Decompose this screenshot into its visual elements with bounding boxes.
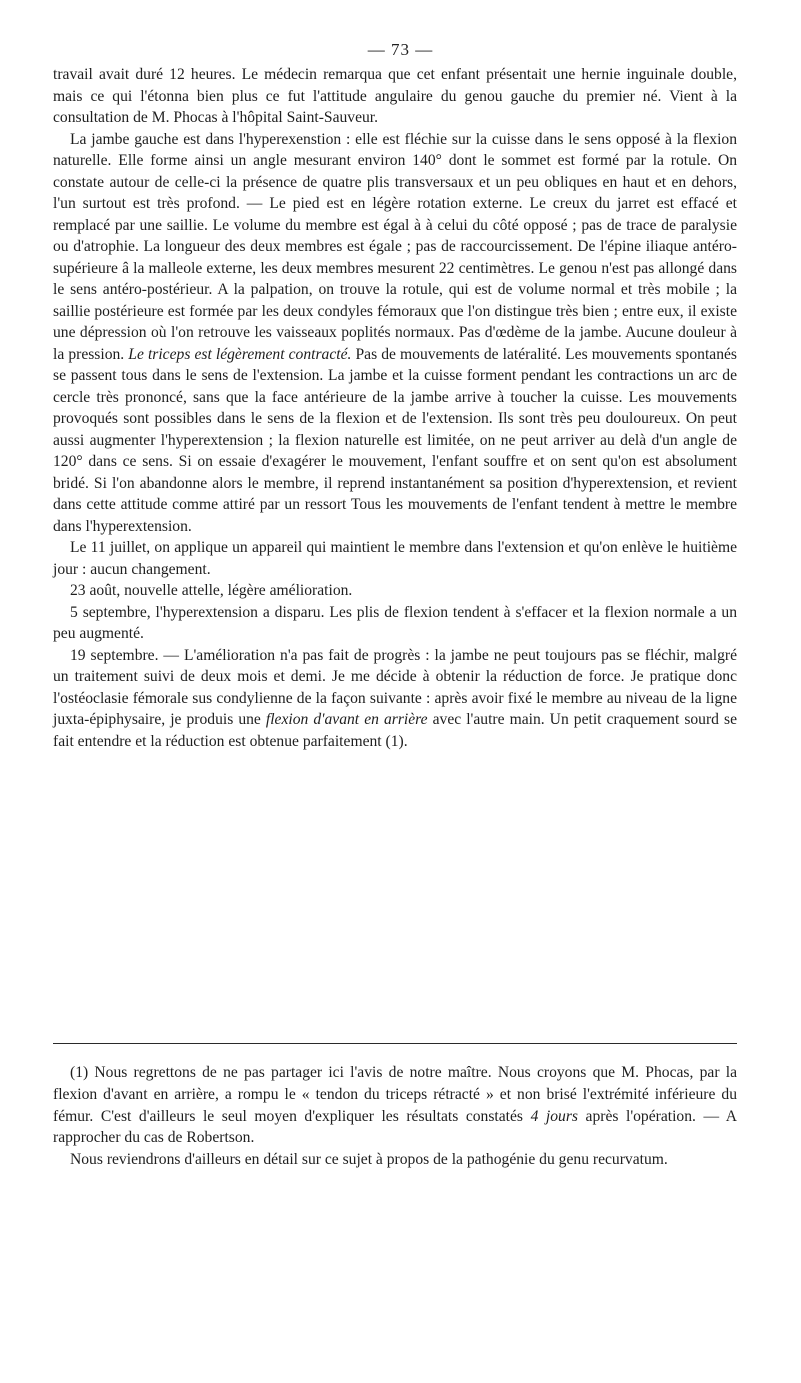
paragraph-1: travail avait duré 12 heures. Le médecin remarqua que cet enfant présentait une hernie inguinale double, mais ce qui l'étonna bien plus ce fut l'attitude angulaire du genou gauche du premier né. Vient à la consultation de M. Phocas à l'hôpital Saint-Sauveur. [53,66,737,126]
paragraph-6-text-a: 19 septembre. — L'amélioration n'a pas fait de progrès : la jambe ne peut toujours pas se fléchir, malgré un traitement suivi de deux mois et demi. Je me décide à obtenir la réduction de force. Je pratique donc l'ostéoclasie fémorale sus condylienne de la façon suivante : après avoir fixé le membre au niveau de la ligne juxta-épiphysaire, je produis une [53,646,737,728]
paragraph-2-text-a: La jambe gauche est dans l'hyperexenstion : elle est fléchie sur la cuisse dans le sens opposé à la flexion naturelle. Elle forme ainsi un angle mesurant environ 140° dont le sommet est formé par la rotule. On constate autour de celle-ci la présence de quatre plis transversaux et un peu obliques en haut et en dehors, l'un surtout est très profond. — Le pied est en légère rotation externe. Le creux du jarret est effacé et remplacé par une saillie. Le volume du membre est égal à à celui du côté opposé ; pas de trace de paralysie ou d'atrophie. La longueur des deux membres est égale ; pas de raccourcissement. De l'épine iliaque antéro-supérieure â la malleole externe, les deux membres mesurent 22 centimètres. Le genou n'est pas allongé dans le sens antéro-postérieur. A la palpation, on trouve la rotule, qui est de volume normal et très mobile ; la saillie postérieure est formée par les deux condyles fémoraux que l'on distingue très bien ; entre eux, il existe une dépression où l'on retrouve les vaisseaux poplités normaux. Pas d'œdème de la jambe. Aucune douleur à la pression. [53,130,737,363]
footnote-2: Nous reviendrons d'ailleurs en détail sur ce sujet à propos de la pathogénie du genu recurvatum. [70,1151,668,1169]
main-text [53,64,737,752]
footnote-1-text-b: après l'opération. — A rapprocher du cas de Robertson. [53,1107,738,1147]
footnote-divider [53,1043,737,1044]
footnote-1-text-a: (1) Nous regrettons de ne pas partager ici l'avis de notre maître. Nous croyons que M. Phocas, par la flexion d'avant en arrière, a rompu le « tendon du triceps rétracté » et non brisé l'extrémité inférieure du fémur. C'est d'ailleurs le seul moyen d'expliquer les résultats constatés [53,1064,737,1125]
paragraph-6-text-b: avec l'autre main. Un petit craquement sourd se fait entendre et la réduction est obtenue parfaitement (1). [53,711,738,750]
page-number: — 73 — [367,40,434,59]
paragraph-5: 5 septembre, l'hyperextension a disparu. Les plis de flexion tendent à s'effacer et la flexion normale a un peu augmenté. [53,603,737,642]
paragraph-4: 23 août, nouvelle attelle, légère amélioration. [70,582,353,599]
paragraph-3: Le 11 juillet, on applique un appareil qui maintient le membre dans l'extension et qu'on enlève le huitième jour : aucun changement. [53,539,737,578]
paragraph-2 [53,129,737,538]
paragraph-6-italic: flexion d'avant en arrière [265,711,428,728]
paragraph-2-italic: Le triceps est légèrement contracté. [128,345,352,363]
paragraph-2-text-b: Pas de mouvements de latéralité. Les mouvements spontanés se passent tous dans le sens de l'extension. La jambe et la cuisse forment pendant les contractions un arc de cercle très prononcé, sans que la face antérieure de la jambe arrive à toucher la cuisse. Les mouvements provoqués sont possibles dans le sens de la flexion et de l'extension. Ils sont très peu douloureux. On peut aussi augmenter l'hyperextension ; la flexion naturelle est limitée, on ne peut arriver au delà d'un angle de 120° dans ce sens. Si on essaie d'exagérer le mouvement, l'enfant souffre et on sent qu'on est absolument bridé. Si l'on abandonne alors le membre, il reprend instantanément sa position d'hyperextension, et revient dans cette attitude comme attiré par un ressort Tous les mouvements de l'enfant tendent à mettre le membre dans l'hyperextension. [53,345,737,535]
paragraph-6 [53,645,737,753]
footnote-1-italic: 4 jours [530,1107,578,1125]
footnote-1 [53,1062,737,1149]
footnotes [53,1062,737,1171]
